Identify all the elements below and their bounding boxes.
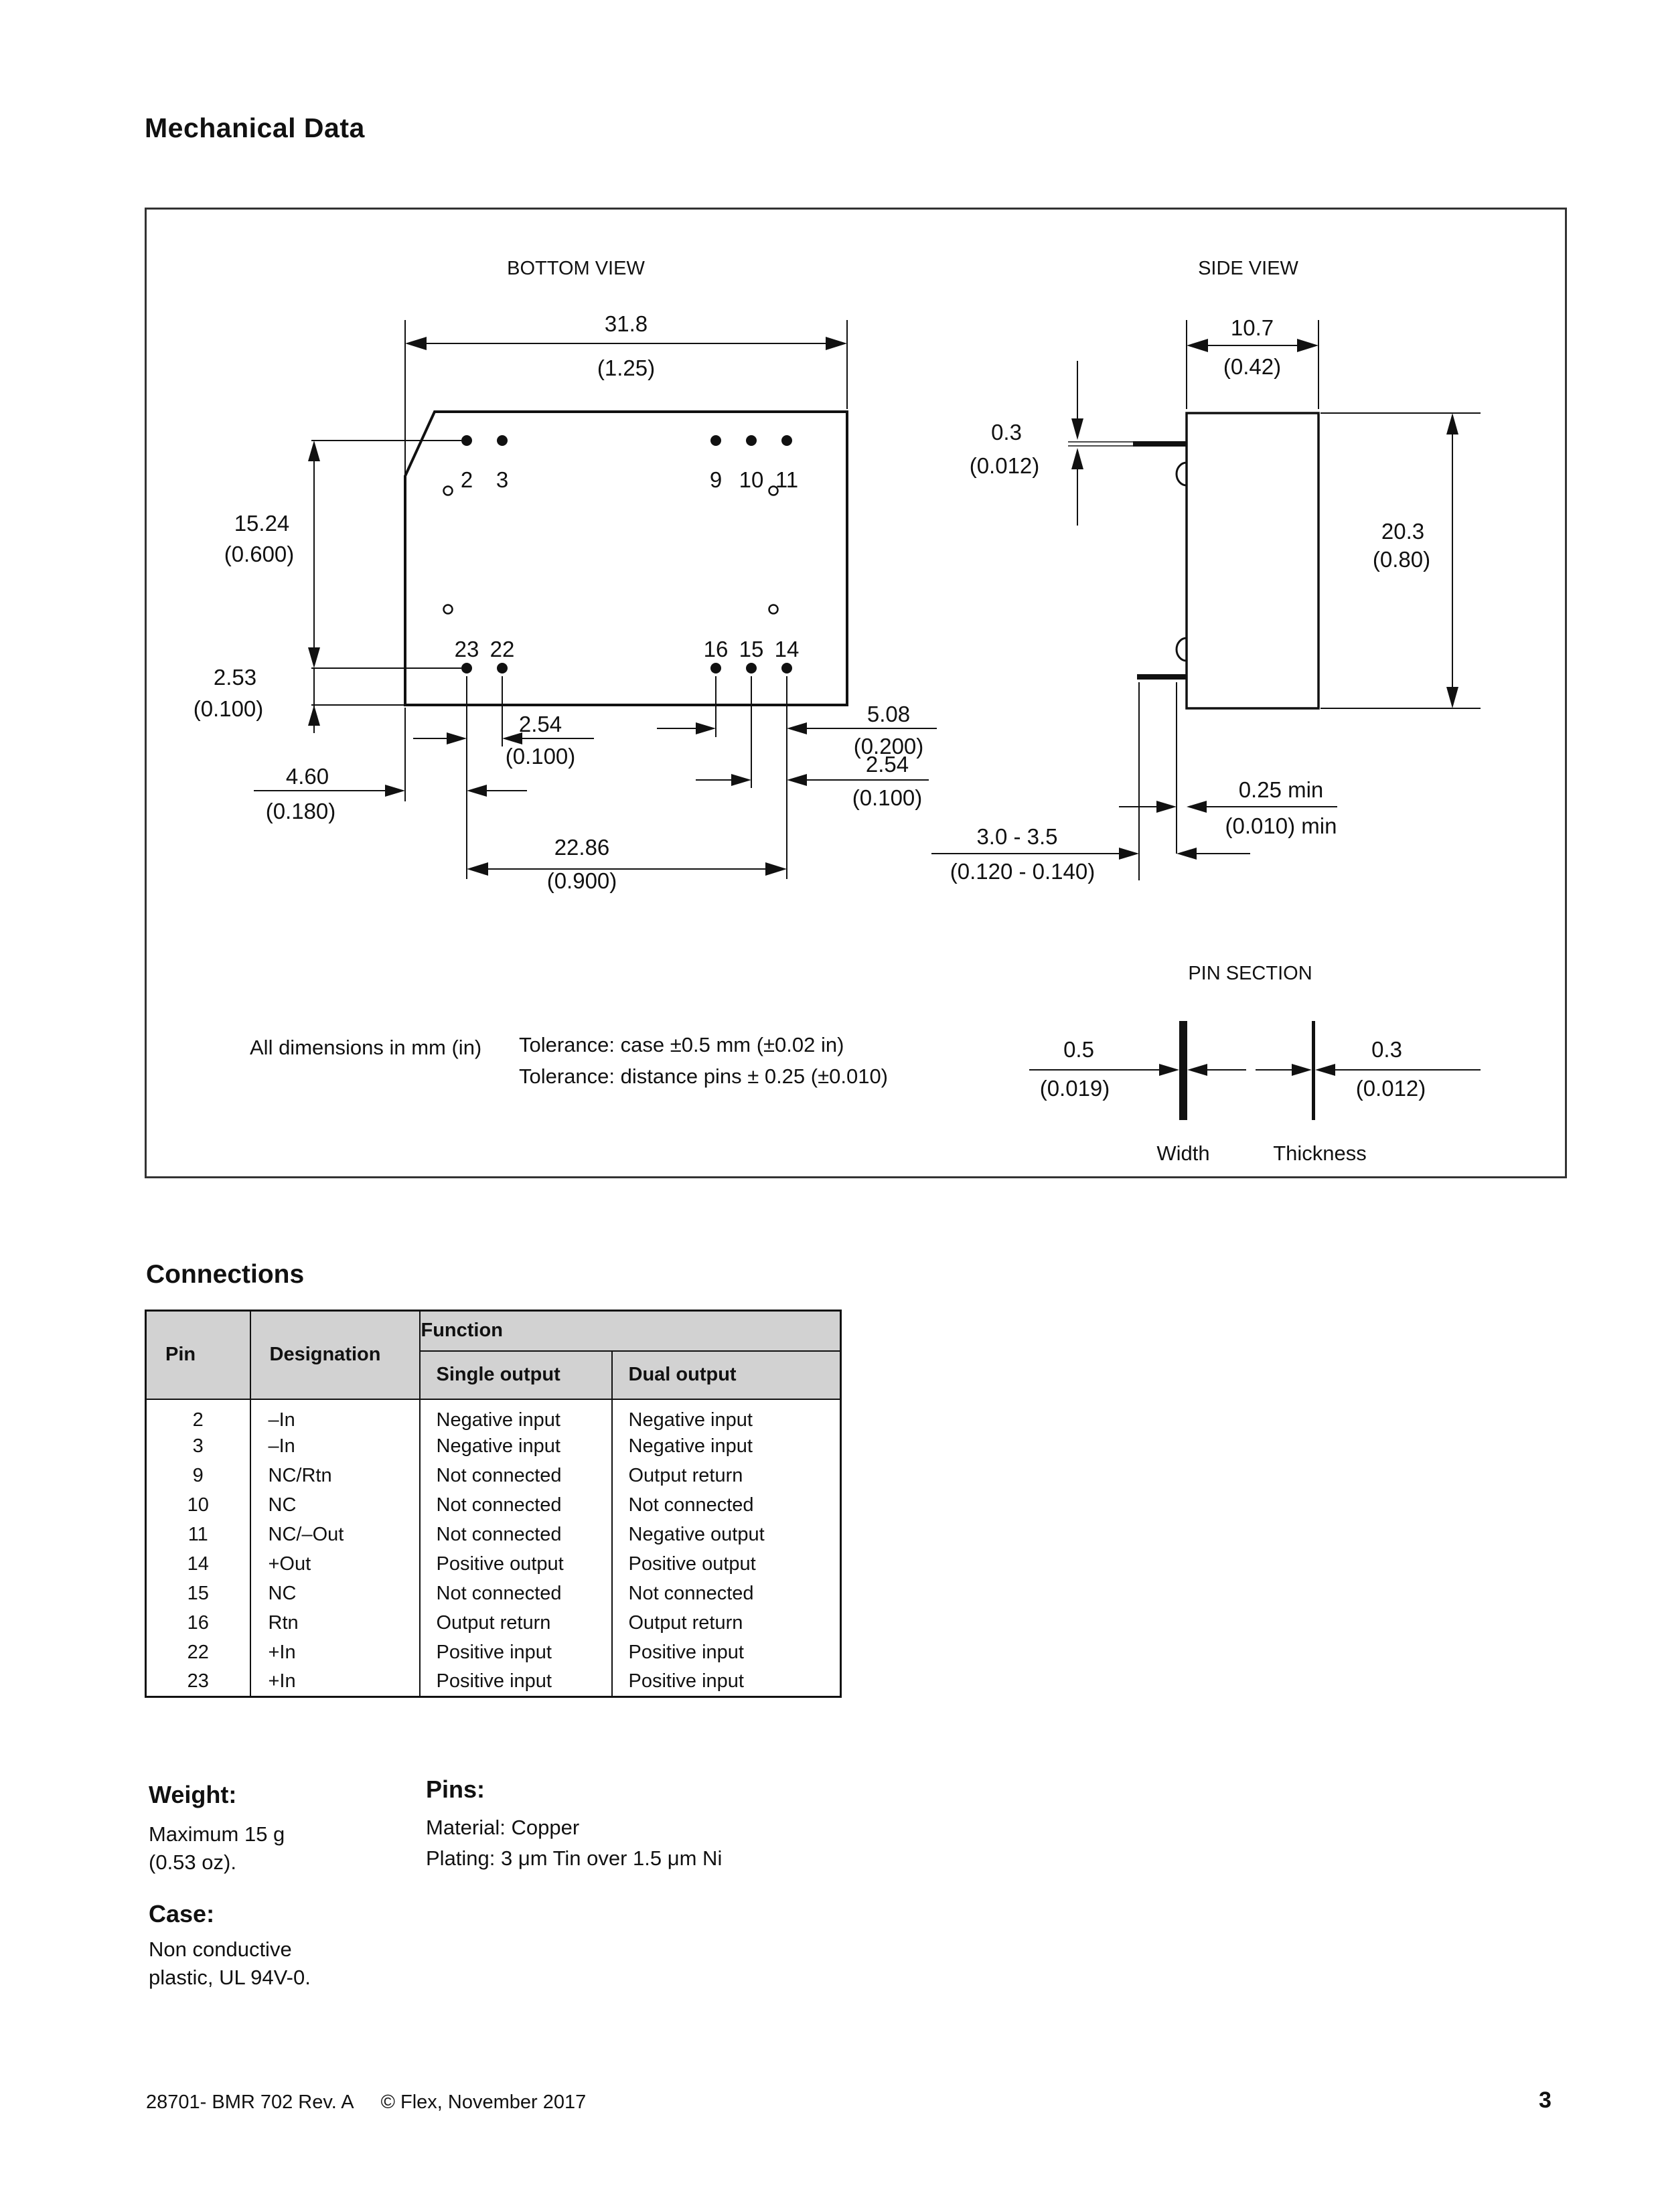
cell-pin: 11: [146, 1520, 250, 1550]
cell-single-output: Not connected: [420, 1462, 612, 1491]
dim-edge-to-pin-mm: 4.60: [285, 764, 329, 789]
pin-dot: [781, 663, 792, 674]
cell-pin: 14: [146, 1550, 250, 1579]
cell-pin: 23: [146, 1668, 250, 1697]
cell-designation: NC/–Out: [250, 1520, 420, 1550]
table-row: [146, 1462, 841, 1491]
dim-double-pitch-in: (0.200): [853, 734, 924, 759]
cell-designation: NC: [250, 1491, 420, 1520]
cell-dual-output: Negative output: [612, 1520, 841, 1550]
pin-width-mm: 0.5: [1063, 1037, 1094, 1062]
pin-label: 22: [489, 637, 515, 661]
cell-single-output: Positive input: [420, 1638, 612, 1668]
footer: [146, 2091, 586, 2114]
cell-designation: Rtn: [250, 1609, 420, 1638]
cell-designation: –In: [250, 1432, 420, 1462]
pin-bend-curl: [1177, 463, 1187, 485]
index-hole: [444, 605, 453, 614]
side-body: [1187, 413, 1318, 708]
case-line1: Non conductive: [149, 1938, 292, 1961]
cell-single-output: Negative input: [420, 1399, 612, 1432]
dim-height-mm: 20.3: [1381, 519, 1425, 544]
pin-label: 16: [703, 637, 729, 661]
col-header-single-output: Single output: [420, 1351, 612, 1399]
dim-pitch-right-mm: 2.54: [865, 752, 909, 777]
cell-designation: NC: [250, 1579, 420, 1609]
dim-standoff-in: (0.010) min: [1225, 813, 1337, 838]
pin-thickness-bar: [1312, 1021, 1315, 1120]
cell-dual-output: Output return: [612, 1609, 841, 1638]
cell-dual-output: Negative input: [612, 1399, 841, 1432]
dim-height-in: (0.80): [1372, 547, 1431, 572]
dim-pin-span-mm: 22.86: [554, 835, 610, 860]
pin-label: 10: [739, 467, 764, 492]
table-row: [146, 1491, 841, 1520]
pin-dot: [746, 435, 757, 446]
pin-label: 23: [454, 637, 479, 661]
col-header-pin: Pin: [146, 1311, 250, 1399]
table-row: [146, 1579, 841, 1609]
page-number: 3: [1539, 2087, 1552, 2113]
pin-dot: [746, 663, 757, 674]
pin-width-in: (0.019): [1039, 1076, 1110, 1101]
cell-dual-output: Output return: [612, 1462, 841, 1491]
dim-pin-span-in: (0.900): [546, 868, 617, 893]
weight-line2: (0.53 oz).: [149, 1850, 236, 1874]
cell-single-output: Not connected: [420, 1491, 612, 1520]
thickness-caption: Thickness: [1273, 1141, 1367, 1165]
units-note: All dimensions in mm (in): [250, 1036, 482, 1059]
pin-bend-curl: [1177, 638, 1187, 661]
weight-heading: Weight:: [149, 1781, 237, 1808]
pin-thickness-in: (0.012): [1355, 1076, 1426, 1101]
dim-row-offset-in: (0.100): [193, 696, 264, 721]
pin-label: 15: [739, 637, 764, 661]
dim-body-width-in: (1.25): [597, 356, 656, 380]
page-title: Mechanical Data: [145, 112, 365, 143]
dim-double-pitch-mm: 5.08: [866, 702, 911, 726]
pin-label: 14: [774, 637, 800, 661]
tolerance-case-note: Tolerance: case ±0.5 mm (±0.02 in): [519, 1033, 844, 1056]
cell-designation: +In: [250, 1638, 420, 1668]
connections-table: [145, 1310, 842, 1698]
weight-line1: Maximum 15 g: [149, 1822, 285, 1846]
pin-thickness-mm: 0.3: [1371, 1037, 1402, 1062]
table-row: [146, 1399, 841, 1432]
side-view-label: SIDE VIEW: [1198, 258, 1298, 279]
pins-line1: Material: Copper: [426, 1816, 580, 1839]
dim-body-width-mm: 31.8: [604, 311, 648, 336]
footer-doc-ref: 28701- BMR 702 Rev. A: [146, 2091, 354, 2113]
cell-pin: 9: [146, 1462, 250, 1491]
cell-dual-output: Positive output: [612, 1550, 841, 1579]
mechanical-drawing-frame: [145, 208, 1567, 1178]
cell-single-output: Positive output: [420, 1550, 612, 1579]
bottom-view-drawing: [254, 320, 937, 879]
pin-label: 2: [460, 467, 473, 492]
cell-single-output: Output return: [420, 1609, 612, 1638]
col-header-dual-output: Dual output: [612, 1351, 841, 1399]
col-header-designation: Designation: [250, 1311, 420, 1399]
dim-pin-length-in: (0.120 - 0.140): [950, 859, 1096, 884]
pin-dot: [497, 435, 508, 446]
pin-dot: [710, 663, 721, 674]
dim-standoff-mm: 0.25 min: [1238, 777, 1324, 802]
dim-edge-to-pin-in: (0.180): [265, 799, 336, 823]
index-hole: [444, 487, 453, 495]
cell-pin: 16: [146, 1609, 250, 1638]
cell-dual-output: Not connected: [612, 1491, 841, 1520]
dim-pin-length-mm: 3.0 - 3.5: [976, 824, 1058, 849]
cell-dual-output: Negative input: [612, 1432, 841, 1462]
dim-depth-mm: 10.7: [1230, 315, 1274, 340]
cell-pin: 22: [146, 1638, 250, 1668]
tolerance-pins-note: Tolerance: distance pins ± 0.25 (±0.010): [519, 1064, 889, 1088]
pin-dot: [461, 663, 472, 674]
pins-line2: Plating: 3 μm Tin over 1.5 μm Ni: [426, 1846, 723, 1870]
dim-row-span-in: (0.600): [224, 542, 295, 566]
pin-width-bar: [1179, 1021, 1187, 1120]
pin-label: 9: [709, 467, 723, 492]
dim-row-span-mm: 15.24: [234, 511, 290, 536]
cell-designation: –In: [250, 1399, 420, 1432]
cell-single-output: Positive input: [420, 1668, 612, 1697]
pin-dot: [497, 663, 508, 674]
cell-pin: 3: [146, 1432, 250, 1462]
cell-designation: +In: [250, 1668, 420, 1697]
mechanical-drawing: [147, 210, 1565, 1176]
table-row: [146, 1432, 841, 1462]
cell-designation: NC/Rtn: [250, 1462, 420, 1491]
width-caption: Width: [1156, 1141, 1210, 1165]
table-row: [146, 1668, 841, 1697]
dim-pitch-right-in: (0.100): [852, 785, 923, 810]
dim-pitch-left-mm: 2.54: [518, 712, 562, 736]
dim-pin-thickness-in: (0.012): [969, 453, 1040, 478]
case-line2: plastic, UL 94V-0.: [149, 1966, 311, 1989]
table-row: [146, 1550, 841, 1579]
cell-dual-output: Positive input: [612, 1668, 841, 1697]
pin-label: 3: [496, 467, 509, 492]
pins-heading: Pins:: [426, 1775, 485, 1803]
pin-dot: [710, 435, 721, 446]
pin-dot: [461, 435, 472, 446]
dim-row-offset-mm: 2.53: [213, 665, 257, 690]
pin-section-drawing: [1029, 1021, 1481, 1120]
dim-depth-in: (0.42): [1223, 354, 1282, 379]
connections-heading: Connections: [146, 1260, 305, 1289]
cell-designation: +Out: [250, 1550, 420, 1579]
case-heading: Case:: [149, 1900, 215, 1927]
cell-single-output: Not connected: [420, 1579, 612, 1609]
footer-copyright: © Flex, November 2017: [380, 2091, 587, 2113]
table-row: [146, 1638, 841, 1668]
cell-pin: 10: [146, 1491, 250, 1520]
dim-pin-thickness-mm: 0.3: [991, 420, 1022, 445]
cell-pin: 15: [146, 1579, 250, 1609]
cell-single-output: Not connected: [420, 1520, 612, 1550]
table-row: [146, 1520, 841, 1550]
side-view-drawing: [931, 320, 1481, 880]
index-hole: [769, 605, 778, 614]
cell-dual-output: Positive input: [612, 1638, 841, 1668]
pin-section-label: PIN SECTION: [1188, 963, 1312, 984]
bottom-view-label: BOTTOM VIEW: [507, 258, 645, 279]
col-header-function: Function: [420, 1311, 841, 1351]
pin-dot: [781, 435, 792, 446]
table-row: [146, 1609, 841, 1638]
cell-single-output: Negative input: [420, 1432, 612, 1462]
cell-pin: 2: [146, 1399, 250, 1432]
dim-pitch-left-in: (0.100): [505, 744, 576, 769]
cell-dual-output: Not connected: [612, 1579, 841, 1609]
pin-label: 11: [775, 467, 799, 492]
